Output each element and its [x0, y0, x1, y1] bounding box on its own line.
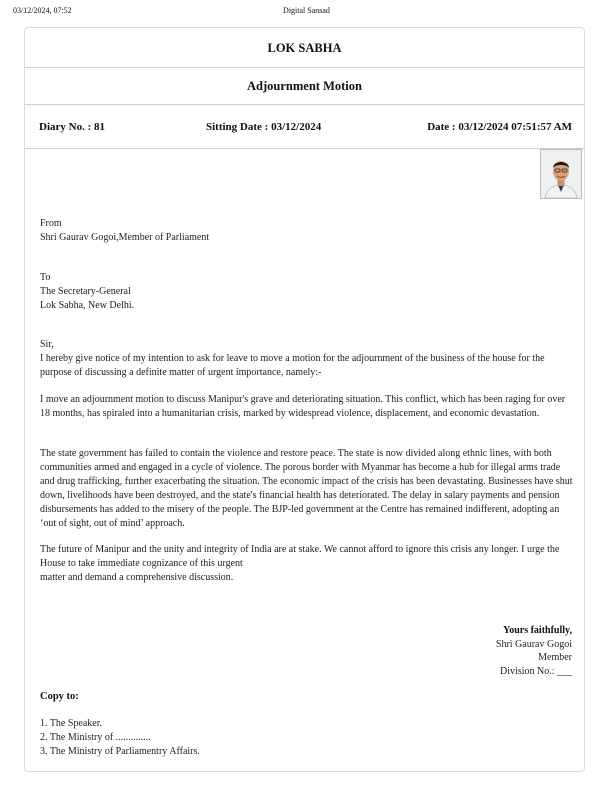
salutation: Sir, [40, 339, 54, 350]
paragraph-intro [40, 393, 573, 421]
print-timestamp: 03/12/2024, 07:52 [13, 6, 72, 15]
paragraph-details [40, 447, 573, 531]
salutation-block [40, 338, 573, 380]
print-header [0, 6, 613, 20]
list-item: 1. The Speaker. [40, 718, 103, 729]
member-photo [540, 149, 582, 199]
to-label: To [40, 272, 51, 283]
to-address: Lok Sabha, New Delhi. [40, 300, 135, 311]
signature-block [496, 624, 572, 678]
paragraph-text: The future of Manipur and the unity and integrity of India are at stake. We cannot afford to ignore this crisis any longer. I urge the House to take immediate cognizance of this urgent [40, 544, 560, 569]
paragraph-conclusion [40, 543, 573, 585]
copy-to-list [40, 717, 200, 759]
list-item: 3. The Ministry of Parliamentry Affairs. [40, 746, 200, 757]
diary-number: Diary No. : 81 [39, 121, 105, 133]
list-item: 2. The Ministry of .............. [40, 732, 151, 743]
divider [25, 67, 584, 68]
closing: Yours faithfully, [503, 625, 572, 636]
paragraph-text: matter and demand a comprehensive discussion. [40, 572, 234, 583]
submission-date: Date : 03/12/2024 07:51:57 AM [427, 121, 572, 133]
from-label: From [40, 218, 62, 229]
motion-card [24, 27, 585, 772]
paragraph-text: I move an adjournment motion to discuss Manipur's grave and deteriorating situation. This conflict, which has been raging for over 18 months, has spiraled into a humanitarian crisis, marked by widespread violence, displacement, and economic devastation. [40, 394, 566, 419]
paragraph-notice: I hereby give notice of my intention to ask for leave to move a motion for the adjournment of the business of the house for the purpose of discussing a definite matter of urgent importance, namely:- [40, 353, 545, 378]
sitting-date: Sitting Date : 03/12/2024 [206, 121, 322, 133]
signatory-role: Member [538, 652, 572, 663]
from-block [40, 217, 573, 245]
from-name: Shri Gaurav Gogoi,Member of Parliament [40, 232, 210, 243]
motion-type-title: Adjournment Motion [247, 79, 362, 93]
site-name: Digital Sansad [283, 6, 330, 15]
member-portrait-image [541, 150, 581, 198]
signatory-name: Shri Gaurav Gogoi [495, 638, 572, 650]
copy-to-label: Copy to: [40, 691, 79, 702]
divider [25, 104, 584, 105]
house-title: LOK SABHA [267, 41, 342, 55]
to-addressee: The Secretary-General [40, 286, 131, 297]
to-block [40, 271, 573, 313]
paragraph-text: The state government has failed to contain the violence and restore peace. The state is now divided along ethnic lines, with both communities armed and engaged in a cycle of violence. The porous border with Myanmar has become a hub for illegal arms trade and drug trafficking, further exacerbating the situation. The economic impact of the crisis has been devastating. Businesses have shut down, livelihoods have been destroyed, and the state's financial health has deteriorated. The delay in salary payments and pension disbursements has added to the misery of the people. The BJP-led government at the Centre has remained indifferent, adopting an ‘out of sight, out of mind’ approach. [40, 448, 573, 529]
division-number: Division No.: ___ [500, 665, 572, 677]
divider [25, 148, 584, 149]
